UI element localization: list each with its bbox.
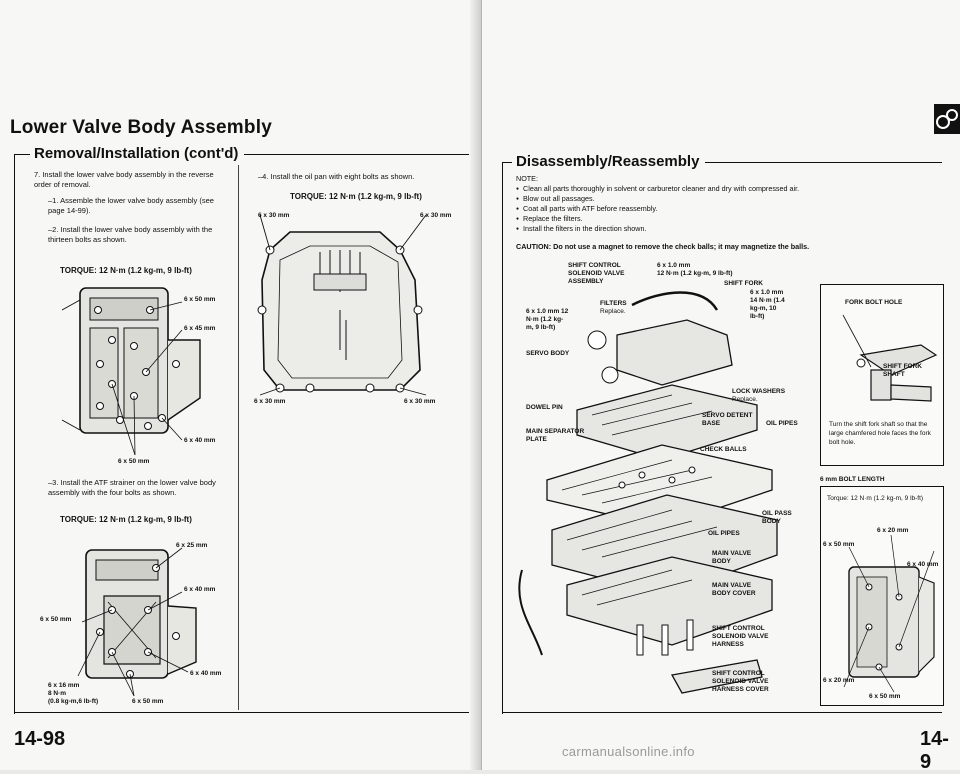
fig2-label-8: 6 x 50 mm	[132, 698, 164, 705]
label-torque-a-value: 12 N·m (1.2 kg-m, 9 lb-ft)	[657, 270, 733, 277]
section-subtitle: Removal/Installation (cont'd)	[30, 145, 244, 162]
left-border	[14, 154, 15, 714]
left-page	[0, 0, 478, 770]
fig3-label-3: 6 x 30 mm	[254, 398, 286, 405]
right-border	[502, 162, 503, 714]
transmission-icon	[934, 104, 960, 134]
bolt-length-figure	[839, 527, 939, 697]
page-title: Lower Valve Body Assembly	[10, 117, 272, 138]
label-shift-control-solenoid-valve-assembly: SHIFT CONTROL SOLENOID VALVE ASSEMBLY	[568, 262, 625, 286]
label-lock-washers: LOCK WASHERS	[732, 388, 786, 395]
note-2: ● Blow out all passages.	[516, 194, 936, 204]
note-1: ● Clean all parts thoroughly in solvent or carburetor cleaner and dry with compressed air.	[516, 184, 936, 194]
label-shift-control-harness: SHIFT CONTROL SOLENOID VALVE HARNESS	[712, 625, 769, 649]
torque-2: TORQUE: 12 N·m (1.2 kg-m, 9 lb-ft)	[60, 515, 192, 524]
label-servo-body: SERVO BODY	[526, 350, 570, 357]
fig1-label-2: 6 x 45 mm	[184, 325, 216, 332]
column-divider	[238, 165, 239, 710]
bolt-length-box	[820, 486, 944, 706]
label-filters: FILTERS	[600, 300, 627, 307]
label-oil-pipes-bottom: OIL PIPES	[708, 530, 740, 537]
bolt-label-2: 6 x 50 mm	[823, 541, 855, 548]
bolt-label-1: 6 x 20 mm	[877, 527, 909, 534]
bolt-label-3: 6 x 40 mm	[907, 561, 939, 568]
bolt-length-title: 6 mm BOLT LENGTH	[820, 476, 885, 483]
label-main-valve-body: MAIN VALVE BODY	[712, 550, 752, 566]
label-servo-detent-base: SERVO DETENT BASE	[702, 412, 753, 428]
step-7-1: –1. Assemble the lower valve body assembly (see page 14-99).	[48, 196, 214, 216]
oil-pan-figure	[250, 210, 465, 410]
label-oil-pass-body: OIL PASS BODY	[762, 510, 792, 526]
note-label: NOTE:	[516, 174, 538, 183]
bolt-label-4: 6 x 20 mm	[823, 677, 855, 684]
label-main-separator-plate: MAIN SEPARATOR PLATE	[526, 428, 585, 444]
watermark: carmanualsonline.info	[562, 744, 695, 759]
fig3-label-2: 6 x 30 mm	[420, 212, 452, 219]
label-main-valve-body-cover: MAIN VALVE BODY COVER	[712, 582, 756, 598]
fig3-label-1: 6 x 30 mm	[258, 212, 290, 219]
caution-text: CAUTION: Do not use a magnet to remove the check balls; it may magnetize the balls.	[516, 242, 810, 251]
fig3-label-4: 6 x 30 mm	[404, 398, 436, 405]
bolt-label-5: 6 x 50 mm	[869, 693, 901, 700]
fig2-label-1: 6 x 25 mm	[176, 542, 208, 549]
right-subtitle: Disassembly/Reassembly	[512, 153, 705, 170]
label-torque-b: 6 x 1.0 mm 14 N·m (1.4 kg-m, 10 lb-ft)	[750, 289, 785, 321]
fig2-label-4: 6 x 40 mm	[190, 670, 222, 677]
right-page	[482, 0, 960, 773]
fig2-label-3: 6 x 50 mm	[40, 616, 72, 623]
bolt-box-torque: Torque: 12 N·m (1.2 kg-m, 9 lb-ft)	[827, 495, 924, 502]
torque-1: TORQUE: 12 N·m (1.2 kg-m, 9 lb-ft)	[60, 266, 192, 275]
step-7-3: –3. Install the ATF strainer on the lower valve body assembly with the four bolts as shown.	[48, 478, 216, 498]
fig2-label-7: (0.8 kg-m,6 lb-ft)	[48, 698, 99, 705]
fig1-label-4: 6 x 50 mm	[118, 458, 150, 465]
note-5: ● Install the filters in the direction shown.	[516, 224, 936, 234]
fig2-label-2: 6 x 40 mm	[184, 586, 216, 593]
step-7: 7. Install the lower valve body assembly in the reverse order of removal.	[34, 170, 214, 190]
note-4: ● Replace the filters.	[516, 214, 936, 224]
label-shift-control-harness-cover: SHIFT CONTROL SOLENOID VALVE HARNESS COVER	[712, 670, 769, 694]
label-torque-a-size: 6 x 1.0 mm	[657, 262, 691, 269]
fork-alignment-box	[820, 284, 944, 466]
torque-3: TORQUE: 12 N·m (1.2 kg-m, 9 lb-ft)	[290, 192, 422, 201]
label-fork-bolt-hole: FORK BOLT HOLE	[845, 299, 903, 306]
fig1-label-3: 6 x 40 mm	[184, 437, 216, 444]
right-bottom-rule	[502, 712, 942, 713]
step-7-2: –2. Install the lower valve body assembly with the thirteen bolts as shown.	[48, 225, 213, 245]
label-filters-replace: Replace.	[600, 308, 626, 315]
page-number-left: 14-98	[14, 728, 66, 750]
label-lock-washers-replace: Replace.	[732, 396, 758, 403]
label-check-balls: CHECK BALLS	[700, 446, 747, 453]
label-shift-fork: SHIFT FORK	[724, 280, 763, 287]
label-dowel-pin: DOWEL PIN	[526, 404, 563, 411]
label-torque-c: 6 x 1.0 mm 12 N·m (1.2 kg-m, 9 lb-ft)	[526, 308, 569, 332]
bottom-rule	[14, 712, 469, 713]
label-shift-fork-shaft: SHIFT FORK SHAFT	[883, 363, 922, 379]
note-3: ● Coat all parts with ATF before reassembly.	[516, 204, 936, 214]
fork-box-caption: Turn the shift fork shaft so that the large chamfered hole faces the fork bolt hole.	[829, 421, 931, 446]
fig2-label-6: 8 N·m	[48, 690, 67, 697]
step-7-4: –4. Install the oil pan with eight bolts as shown.	[258, 172, 415, 181]
fig1-label-1: 6 x 50 mm	[184, 296, 216, 303]
notes-block	[516, 174, 936, 234]
fig2-label-5: 6 x 16 mm	[48, 682, 80, 689]
page-number-right: 14-9	[920, 728, 949, 773]
label-oil-pipes-top: OIL PIPES	[766, 420, 798, 427]
atf-strainer-figure	[48, 536, 238, 706]
